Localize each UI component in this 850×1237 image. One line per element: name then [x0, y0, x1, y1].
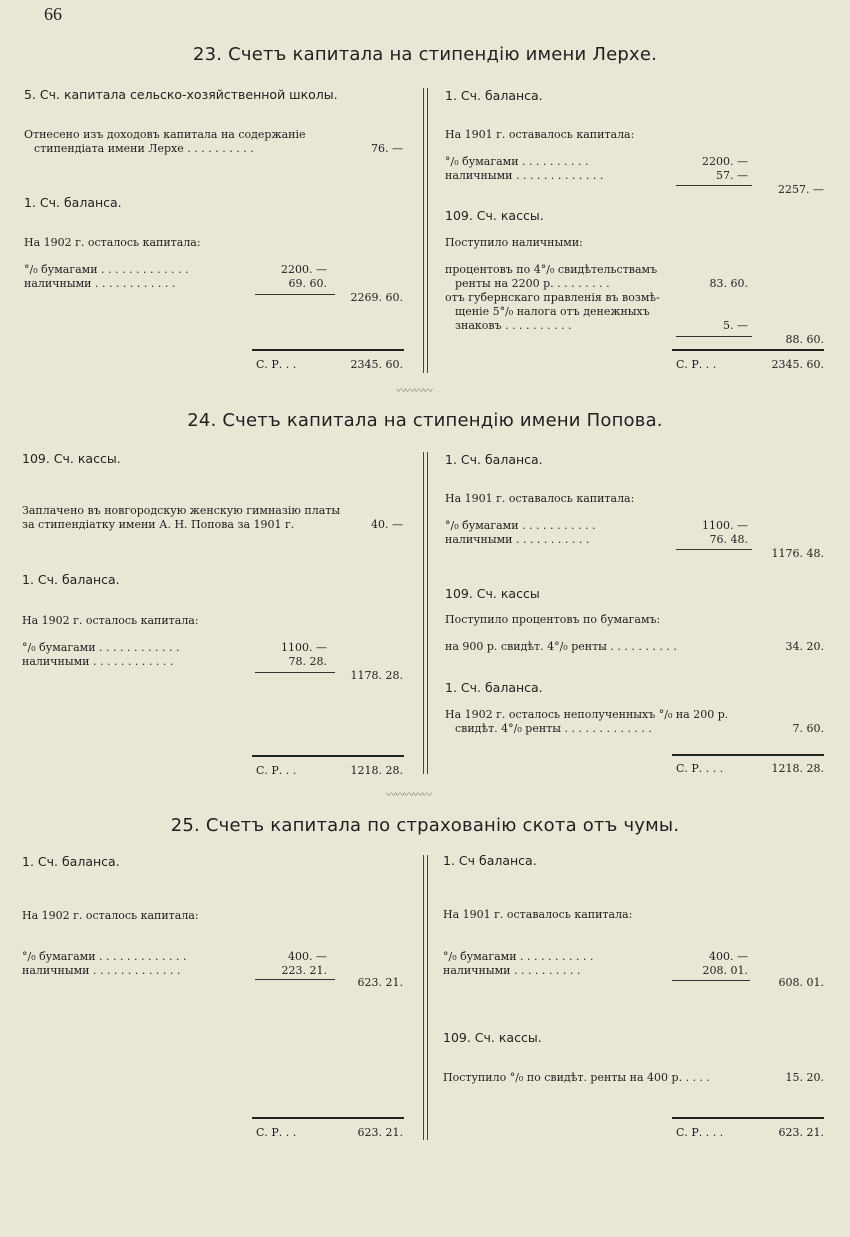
total-amount: 2345. 60.	[350, 358, 403, 371]
entry-text: за стипендіатку имени А. Н. Попова за 1901 г.	[22, 518, 295, 531]
entry-text: Поступило наличными:	[445, 236, 583, 249]
total-amount: 1218. 28.	[350, 764, 403, 777]
entry-text: отъ губернскаго правленія въ возмѣ-	[445, 291, 660, 304]
column-divider	[423, 88, 424, 373]
total-label: С. Р. . .	[256, 1126, 297, 1139]
subtotal-amount: 2269. 60.	[350, 291, 403, 304]
section-title: 23. Счетъ капитала на стипендію имени Лерхе.	[192, 44, 658, 65]
total-amount: 1218. 28.	[771, 762, 824, 775]
subtotal-rule	[255, 294, 335, 295]
entry-amount: 15. 20.	[785, 1071, 824, 1084]
entry-text: наличными . . . . . . . . . . .	[445, 533, 590, 546]
subtotal-rule	[676, 549, 752, 550]
account-heading: 1. Сч баланса.	[443, 853, 537, 868]
total-rule	[252, 1117, 404, 1119]
entry-amount: 83. 60.	[709, 277, 748, 290]
total-amount: 623. 21.	[357, 1126, 403, 1139]
section-separator: 〰〰〰〰	[396, 386, 432, 397]
entry-text: наличными . . . . . . . . . . . .	[22, 655, 174, 668]
column-divider	[423, 452, 424, 774]
account-heading: 109. Сч. кассы.	[443, 1030, 542, 1045]
entry-text: наличными . . . . . . . . . . . . .	[445, 169, 604, 182]
subtotal-amount: 88. 60.	[785, 333, 824, 346]
account-heading: 109. Сч. кассы.	[22, 451, 121, 466]
entry-text: На 1902 г. осталось капитала:	[22, 909, 199, 922]
subtotal-amount: 1176. 48.	[771, 547, 824, 560]
total-label: С. Р. . . .	[676, 762, 724, 775]
account-heading: 1. Сч. баланса.	[445, 452, 543, 467]
subtotal-amount: 608. 01.	[778, 976, 824, 989]
account-heading: 1. Сч. баланса.	[22, 854, 120, 869]
entry-amount: 208. 01.	[702, 964, 748, 977]
entry-amount: 78. 28.	[288, 655, 327, 668]
account-heading: 1. Сч. баланса.	[445, 680, 543, 695]
entry-text: °/₀ бумагами . . . . . . . . . . .	[443, 950, 594, 963]
entry-amount: 69. 60.	[288, 277, 327, 290]
entry-text: знаковъ . . . . . . . . . .	[455, 319, 572, 332]
entry-text: На 1901 г. оставалось капитала:	[445, 128, 635, 141]
subtotal-amount: 1178. 28.	[350, 669, 403, 682]
entry-amount: 76. —	[371, 142, 403, 155]
entry-amount: 400. —	[709, 950, 748, 963]
entry-amount: 1100. —	[702, 519, 748, 532]
total-amount: 2345. 60.	[771, 358, 824, 371]
entry-amount: 2200. —	[281, 263, 327, 276]
subtotal-rule	[676, 336, 752, 337]
total-rule	[252, 755, 404, 757]
subtotal-rule	[672, 980, 750, 981]
column-divider	[423, 855, 424, 1140]
entry-text: ренты на 2200 р. . . . . . . . .	[455, 277, 610, 290]
entry-text: на 900 р. свидѣт. 4°/₀ ренты . . . . . . . . . .	[445, 640, 677, 653]
entry-text: процентовъ по 4°/₀ свидѣтельствамъ	[445, 263, 658, 276]
entry-text: На 1901 г. оставалось капитала:	[445, 492, 635, 505]
entry-amount: 7. 60.	[792, 722, 824, 735]
total-rule	[672, 349, 824, 351]
section-title: 24. Счетъ капитала на стипендію имени Попова.	[187, 410, 663, 431]
entry-text: наличными . . . . . . . . . . . . .	[22, 964, 181, 977]
page-number: 66	[44, 4, 62, 24]
entry-text: щеніе 5°/₀ налога отъ денежныхъ	[455, 305, 650, 318]
total-label: С. Р. . . .	[676, 1126, 724, 1139]
entry-amount: 5. —	[723, 319, 748, 332]
entry-text: На 1901 г. оставалось капитала:	[443, 908, 633, 921]
account-heading: 109. Сч. кассы.	[445, 208, 544, 223]
account-heading: 1. Сч. баланса.	[445, 88, 543, 103]
entry-text: Заплачено въ новгородскую женскую гимназію платы	[22, 504, 341, 517]
entry-amount: 223. 21.	[281, 964, 327, 977]
account-heading: 1. Сч. баланса.	[22, 572, 120, 587]
section-title: 25. Счетъ капитала по страхованію скота отъ чумы.	[170, 815, 680, 836]
total-label: С. Р. . .	[256, 358, 297, 371]
entry-text: °/₀ бумагами . . . . . . . . . . . . .	[22, 950, 187, 963]
total-label: С. Р. . .	[256, 764, 297, 777]
entry-text: На 1902 г. осталось неполученныхъ °/₀ на 200 р.	[445, 708, 729, 721]
entry-text: °/₀ бумагами . . . . . . . . . . . .	[22, 641, 180, 654]
entry-text: Поступило °/₀ по свидѣт. ренты на 400 р. . . . .	[443, 1071, 711, 1084]
column-divider	[427, 452, 428, 774]
account-heading: 109. Сч. кассы	[445, 586, 540, 601]
subtotal-rule	[255, 979, 335, 980]
entry-amount: 76. 48.	[709, 533, 748, 546]
entry-text: наличными . . . . . . . . . . . .	[24, 277, 176, 290]
subtotal-amount: 623. 21.	[357, 976, 403, 989]
entry-text: Отнесено изъ доходовъ капитала на содержаніе	[24, 128, 306, 141]
entry-text: °/₀ бумагами . . . . . . . . . . . . .	[24, 263, 189, 276]
entry-text: °/₀ бумагами . . . . . . . . . . .	[445, 519, 596, 532]
entry-text: Поступило процентовъ по бумагамъ:	[445, 613, 661, 626]
subtotal-rule	[255, 672, 335, 673]
total-rule	[672, 754, 824, 756]
entry-amount: 57. —	[716, 169, 748, 182]
entry-amount: 1100. —	[281, 641, 327, 654]
column-divider	[427, 88, 428, 373]
entry-text: На 1902 г. осталось капитала:	[22, 614, 199, 627]
entry-amount: 2200. —	[702, 155, 748, 168]
section-separator: 〰〰〰〰〰	[386, 790, 431, 801]
column-divider	[427, 855, 428, 1140]
subtotal-rule	[676, 185, 752, 186]
account-heading: 5. Сч. капитала сельско-хозяйственной школы.	[24, 87, 338, 102]
account-heading: 1. Сч. баланса.	[24, 195, 122, 210]
entry-text: наличными . . . . . . . . . .	[443, 964, 581, 977]
total-label: С. Р. . .	[676, 358, 717, 371]
entry-text: стипендіата имени Лерхе . . . . . . . . . .	[34, 142, 254, 155]
total-rule	[672, 1117, 824, 1119]
entry-text: На 1902 г. осталось капитала:	[24, 236, 201, 249]
entry-text: °/₀ бумагами . . . . . . . . . .	[445, 155, 589, 168]
subtotal-amount: 2257. —	[778, 183, 824, 196]
total-amount: 623. 21.	[778, 1126, 824, 1139]
entry-amount: 400. —	[288, 950, 327, 963]
entry-amount: 34. 20.	[785, 640, 824, 653]
entry-text: свидѣт. 4°/₀ ренты . . . . . . . . . . . . .	[455, 722, 652, 735]
total-rule	[252, 349, 404, 351]
entry-amount: 40. —	[371, 518, 403, 531]
